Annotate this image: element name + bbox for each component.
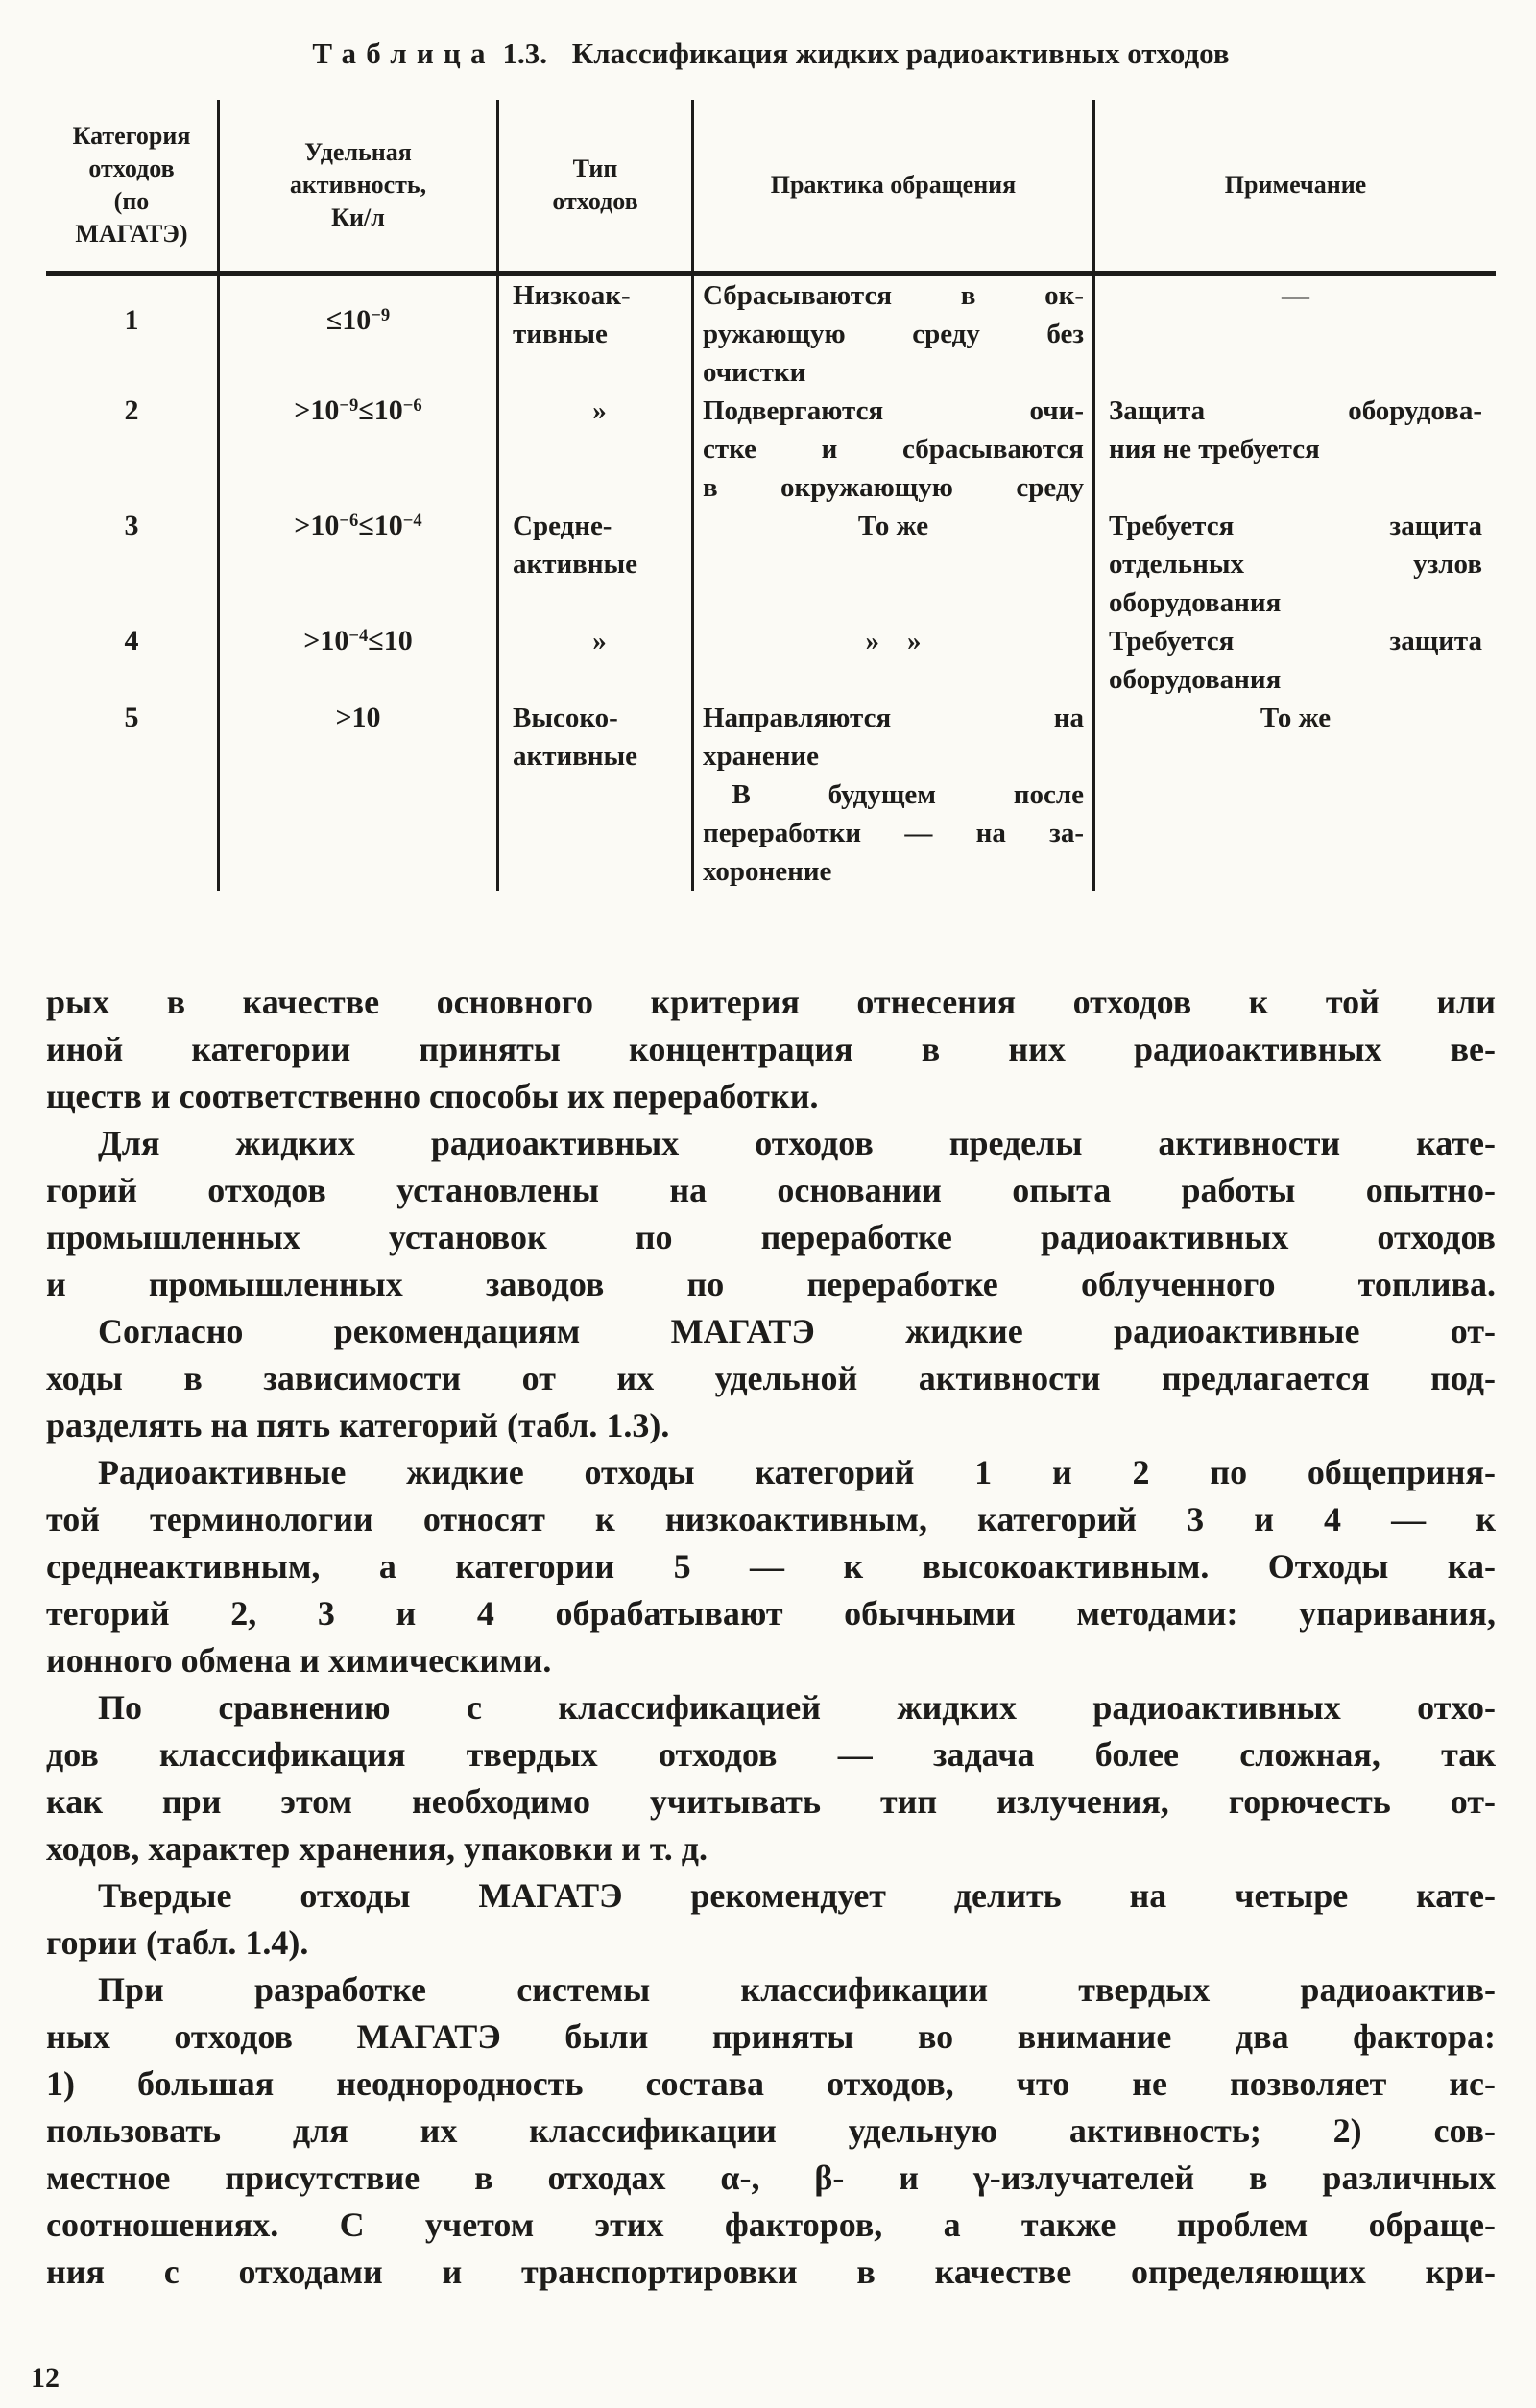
text-line: ионного обмена и химическими. <box>46 1641 552 1680</box>
text-line: ществ и соответственно способы их переработки. <box>46 1077 819 1115</box>
cell-type <box>499 276 694 392</box>
cell-note <box>1095 392 1496 507</box>
header-line: Категория <box>72 122 191 150</box>
text-line: как при этом необходимо учитывать тип излучения, горючесть от- <box>46 1782 1496 1821</box>
cell-paragraph <box>1109 276 1482 315</box>
cell-paragraph <box>703 507 1084 545</box>
cell-category: 3 <box>46 507 220 622</box>
text-line: Согласно рекомендациям МАГАТЭ жидкие радиоактивные от- <box>98 1312 1496 1350</box>
cell-line: активные <box>513 549 638 580</box>
exponent: −4 <box>402 510 422 531</box>
cell-line: стке и сбрасываются <box>703 434 1084 465</box>
cell-line: отдельных узлов <box>1109 549 1482 580</box>
cell-line: Подвергаются очи- <box>703 395 1084 426</box>
text-line: и промышленных заводов по переработке облученного топлива. <box>46 1265 1496 1303</box>
text-line: ходы в зависимости от их удельной активности предлагается под- <box>46 1359 1496 1397</box>
cell-paragraph <box>1109 699 1482 737</box>
exponent: −6 <box>339 510 359 531</box>
text-line: тегорий 2, 3 и 4 обрабатывают обычными методами: упаривания, <box>46 1594 1496 1633</box>
cell-type <box>499 392 694 507</box>
cell-line: очистки <box>703 357 806 388</box>
cell-type <box>499 699 694 891</box>
header-line: Примечание <box>1224 171 1367 199</box>
text-line: дов классификация твердых отходов — задача более сложная, так <box>46 1735 1496 1774</box>
cell-note <box>1095 699 1496 891</box>
page-number: 12 <box>31 2362 60 2394</box>
cell-line: ружающую среду без <box>703 319 1084 349</box>
cell-activity <box>220 699 499 891</box>
cell-practice <box>694 392 1095 507</box>
cell-activity <box>220 276 499 392</box>
cell-line: хоронение <box>703 856 832 887</box>
text-line: ния с отходами и транспортировки в качестве определяющих кри- <box>46 2253 1496 2291</box>
cell-line: » <box>592 395 607 426</box>
cell-paragraph <box>513 699 686 775</box>
table-caption <box>46 36 1496 71</box>
activity-text: >10 <box>294 394 340 426</box>
cell-paragraph <box>513 507 686 584</box>
text-line: среднеактивным, а категории 5 — к высокоактивным. Отходы ка- <box>46 1547 1496 1585</box>
text-line: разделять на пять категорий (табл. 1.3). <box>46 1406 670 1444</box>
activity-text: ≤10 <box>368 625 413 656</box>
text-line: горий отходов установлены на основании опыта работы опытно- <box>46 1171 1496 1209</box>
text-line: той терминологии относят к низкоактивным, категорий 3 и 4 — к <box>46 1500 1496 1538</box>
body-text <box>46 979 1496 2296</box>
column-header <box>1095 100 1496 276</box>
header-line: отходов <box>552 187 638 215</box>
text-line: пользовать для их классификации удельную активность; 2) сов- <box>46 2111 1496 2150</box>
cell-activity <box>220 507 499 622</box>
cell-line: тивные <box>513 319 608 349</box>
header-line: Ки/л <box>331 203 385 231</box>
cell-line: Защита оборудова- <box>1109 395 1482 426</box>
cell-category: 1 <box>46 276 220 392</box>
cell-practice <box>694 507 1095 622</box>
exponent: −9 <box>371 304 391 325</box>
cell-paragraph <box>1109 622 1482 699</box>
column-header <box>694 100 1095 276</box>
cell-paragraph <box>703 392 1084 507</box>
cell-paragraph <box>703 775 1084 891</box>
text-line: ходов, характер хранения, упаковки и т. д. <box>46 1829 708 1868</box>
cell-category: 4 <box>46 622 220 699</box>
header-line: активность, <box>289 171 427 199</box>
caption-title: Классификация жидких радиоактивных отходов <box>571 36 1230 70</box>
cell-type <box>499 507 694 622</box>
column-header <box>220 100 499 276</box>
cell-type <box>499 622 694 699</box>
cell-note <box>1095 622 1496 699</box>
cell-line: Направляются на <box>703 703 1084 733</box>
cell-practice <box>694 622 1095 699</box>
cell-paragraph <box>513 622 686 660</box>
header-line: МАГАТЭ) <box>75 220 188 248</box>
cell-line: Требуется защита <box>1109 626 1482 656</box>
text-line: ных отходов МАГАТЭ были приняты во внимание два фактора: <box>46 2017 1496 2056</box>
cell-paragraph <box>513 276 686 353</box>
paragraph <box>46 979 1496 1120</box>
cell-category: 5 <box>46 699 220 891</box>
cell-line: в окружающую среду <box>703 472 1084 503</box>
activity-text: >10 <box>294 510 340 541</box>
header-line: Удельная <box>304 138 412 166</box>
cell-line: оборудования <box>1109 587 1282 618</box>
cell-paragraph <box>703 622 1084 660</box>
cell-line: Требуется защита <box>1109 511 1482 541</box>
cell-paragraph <box>1109 392 1482 468</box>
header-line: Тип <box>572 155 618 182</box>
paragraph <box>46 1872 1496 1967</box>
cell-line: Высоко- <box>513 703 618 733</box>
cell-line: То же <box>1260 703 1332 733</box>
cell-paragraph <box>703 276 1084 392</box>
classification-table <box>46 100 1496 891</box>
column-header <box>499 100 694 276</box>
text-line: 1) большая неоднородность состава отходов, что не позволяет ис- <box>46 2064 1496 2103</box>
text-line: местное присутствие в отходах α-, β- и γ-излучателей в различных <box>46 2158 1496 2197</box>
paragraph <box>46 1967 1496 2296</box>
activity-text: ≤10 <box>358 510 403 541</box>
exponent: −4 <box>348 625 369 646</box>
cell-line: хранение <box>703 741 819 772</box>
cell-line: То же <box>857 511 929 541</box>
cell-line: Низкоак- <box>513 280 631 311</box>
cell-line: переработки — на за- <box>703 818 1084 848</box>
text-line: промышленных установок по переработке радиоактивных отходов <box>46 1218 1496 1256</box>
cell-paragraph <box>703 699 1084 775</box>
cell-line: оборудования <box>1109 664 1282 695</box>
text-line: По сравнению с классификацией жидких радиоактивных отхо- <box>98 1688 1496 1727</box>
text-line: гории (табл. 1.4). <box>46 1923 309 1962</box>
caption-number: 1.3. <box>502 36 547 70</box>
cell-line: » <box>592 626 607 656</box>
header-line: (по <box>113 187 150 215</box>
header-line: Практика обращения <box>770 171 1017 199</box>
activity-text: ≤10 <box>325 304 372 336</box>
text-line: Радиоактивные жидкие отходы категорий 1 и 2 по общеприня- <box>98 1453 1496 1491</box>
text-line: При разработке системы классификации твердых радиоактив- <box>98 1970 1496 2009</box>
cell-line: Средне- <box>513 511 612 541</box>
cell-activity <box>220 622 499 699</box>
caption-word: Таблица <box>312 36 495 70</box>
header-line: отходов <box>88 155 175 182</box>
cell-line: В будущем после <box>732 779 1084 810</box>
text-line: Для жидких радиоактивных отходов пределы активности кате- <box>98 1124 1496 1162</box>
paragraph <box>46 1449 1496 1684</box>
cell-paragraph <box>1109 507 1482 622</box>
cell-practice <box>694 276 1095 392</box>
paragraph <box>46 1684 1496 1872</box>
cell-activity <box>220 392 499 507</box>
text-line: Твердые отходы МАГАТЭ рекомендует делить на четыре кате- <box>98 1876 1496 1915</box>
cell-line: — <box>1282 280 1309 311</box>
text-line: рых в качестве основного критерия отнесения отходов к той или <box>46 983 1496 1021</box>
paragraph <box>46 1120 1496 1308</box>
cell-category: 2 <box>46 392 220 507</box>
exponent: −9 <box>339 394 359 416</box>
activity-text: ≤10 <box>358 394 403 426</box>
cell-line: Сбрасываются в ок- <box>703 280 1084 311</box>
text-line: соотношениях. С учетом этих факторов, а также проблем обраще- <box>46 2205 1496 2244</box>
activity-text: >10 <box>335 702 381 733</box>
cell-note <box>1095 276 1496 392</box>
cell-line: ния не требуется <box>1109 434 1320 465</box>
text-line: иной категории приняты концентрация в них радиоактивных ве- <box>46 1030 1496 1068</box>
cell-line: активные <box>513 741 638 772</box>
cell-practice <box>694 699 1095 891</box>
exponent: −6 <box>402 394 422 416</box>
cell-paragraph <box>513 392 686 430</box>
paragraph <box>46 1308 1496 1449</box>
column-header <box>46 100 220 276</box>
activity-text: >10 <box>303 625 349 656</box>
cell-note <box>1095 507 1496 622</box>
cell-line: » » <box>865 626 922 656</box>
